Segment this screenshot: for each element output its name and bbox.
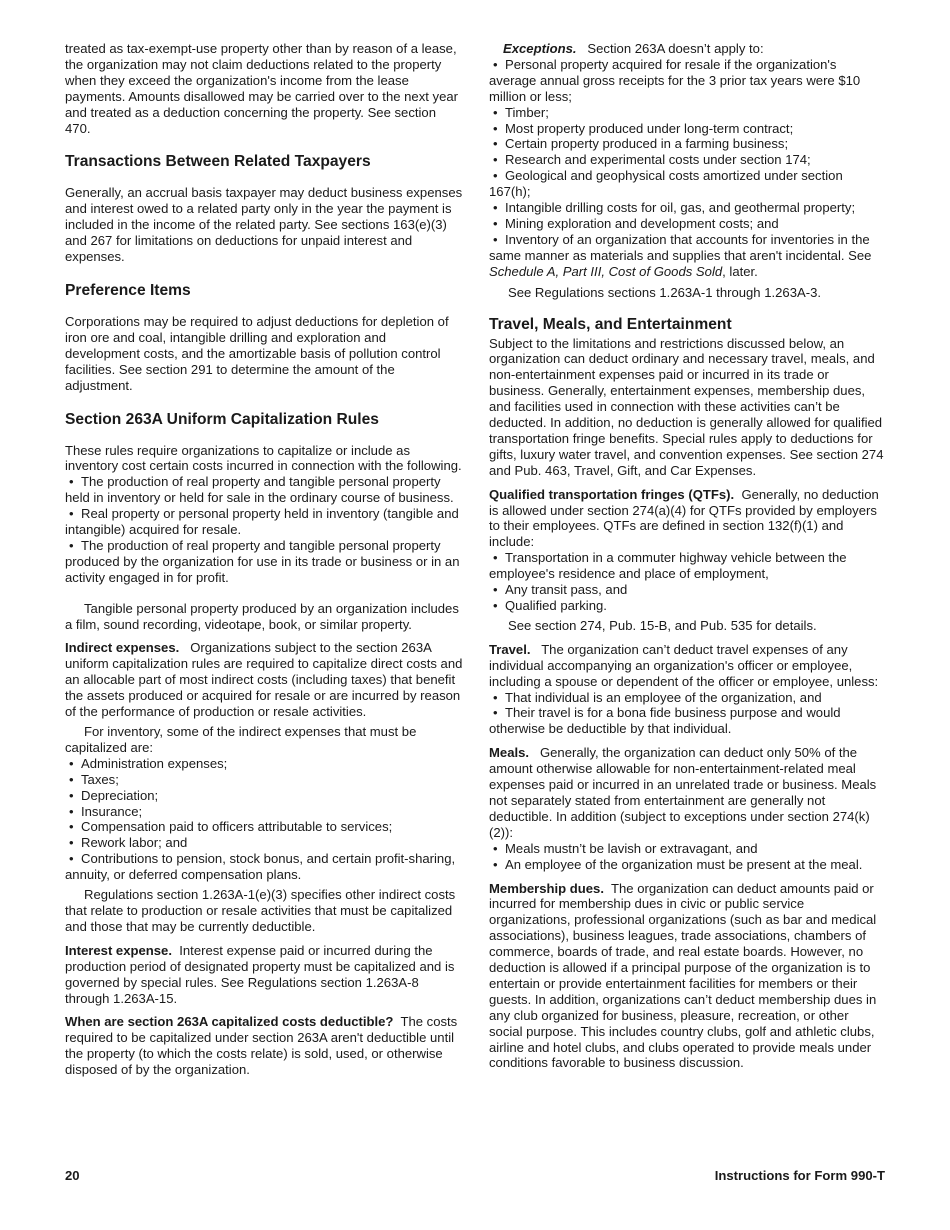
text-last-exception: Inventory of an organization that accounts for inventories in the same manner as materials and supplies that aren't incidental. See [489,231,872,263]
runin-travel: Travel. [489,641,531,657]
paragraph-related-taxpayers: Generally, an accrual basis taxpayer may deduct business expenses and interest owed to a related party only in the year the payment is included in the income of the related party. See sections 163(e)(3) and 267 for limitations on deductions for unpaid interest and expenses. [65,185,463,265]
list-exceptions [489,57,885,280]
list-item: • Timber; [489,105,885,121]
runin-meals: Meals. [489,745,530,761]
list-item: • Transportation in a commuter highway vehicle between the employee's residence and place of employment, [489,550,885,582]
list-item: • Compensation paid to officers attributable to services; [65,819,463,835]
text-later: , later. [722,263,758,279]
list-travel [489,690,885,738]
runin-interest-expense: Interest expense. [65,942,172,958]
list-item: • Real property or personal property held in inventory (tangible and intangible) acquired for resale. [65,506,463,538]
list-item: • Rework labor; and [65,835,463,851]
paragraph-continued: treated as tax-exempt-use property other than by reason of a lease, the organization may not claim deductions related to the property when they exceed the organization's income from the lease payments. Amounts disallowed may be carried over to the next year and treated as a deduction concerning the property. See section 470. [65,41,459,136]
list-item: • Most property produced under long-term contract; [489,121,885,137]
list-item: • An employee of the organization must be present at the meal. [489,857,885,873]
paragraph-when-deductible [65,1014,463,1078]
paragraph-see-regulations: See Regulations sections 1.263A-1 through 1.263A-3. [508,284,822,300]
list-item: • Meals mustn’t be lavish or extravagant, and [489,841,885,857]
list-item [489,232,885,280]
right-column [489,41,885,1071]
list-item: • Mining exploration and development costs; and [489,216,885,232]
text-membership-dues: The organization can deduct amounts paid or incurred for membership dues in civic or public service organizations, professional organizations (such as bar and medical associations), business leagues, trade associations, chambers of commerce, boards of trade, and real estate boards. However, no deduction is allowed if a principal purpose of the organization is to entertain or provide entertainment facilities for members or their guests. In addition, organizations can’t deduct membership dues in any club organized for business, pleasure, recreation, or other social purpose. This includes country clubs, golf and athletic clubs, airline and hotel clubs, and clubs operated to provide meals under conditions favorable to business discussion. [489,880,877,1071]
paragraph-263a-intro: These rules require organizations to capitalize or include as inventory cost certain costs incurred in connection with the following. [65,442,462,474]
list-item: • Research and experimental costs under section 174; [489,152,885,168]
list-item: • Depreciation; [65,788,463,804]
text-interest-expense: Interest expense paid or incurred during the production period of designated property must be capitalized and is governed by special rules. See Regulations section 1.263A-8 through 1.263A-15. [65,942,455,1006]
paragraph-regulations: Regulations section 1.263A-1(e)(3) specifies other indirect costs that relate to production or resale activities that must be capitalized and those that may be currently deductible. [65,887,456,934]
list-item: • Intangible drilling costs for oil, gas, and geothermal property; [489,200,885,216]
runin-membership-dues: Membership dues. [489,880,604,896]
list-item: • Contributions to pension, stock bonus, and certain profit-sharing, annuity, or deferred compensation plans. [65,851,463,883]
page-number: 20 [65,1168,80,1183]
paragraph-interest-expense [65,943,463,1007]
list-item: • Geological and geophysical costs amortized under section 167(h); [489,168,885,200]
list-item: • Personal property acquired for resale if the organization's average annual gross receipts for the 3 prior tax years were $10 million or less; [489,57,885,105]
form-title: Instructions for Form 990-T [714,1168,885,1183]
paragraph-indirect-expenses [65,640,463,720]
paragraph-qtf [489,487,885,551]
paragraph-qtf-see: See section 274, Pub. 15-B, and Pub. 535 for details. [508,617,817,633]
heading-travel-meals: Travel, Meals, and Entertainment [489,315,732,333]
paragraph-travel-intro: Subject to the limitations and restrictions discussed below, an organization can deduct ordinary and necessary travel, meals, and non-entertainment expenses paid or incurred in its trade or business. Generally, entertainment expenses, membership dues, and facilities used in connection with these activities can’t be deducted. In addition, no deduction is generally allowed for qualified transportation fringe benefits. Special rules apply to deductions for gifts, luxury water travel, and convention expenses. See section 274 and Pub. 463, Travel, Gift, and Car Expenses. [489,335,884,478]
paragraph-preference-items: Corporations may be required to adjust deductions for depletion of iron ore and coal, intangible drilling and exploration and development costs, and the amortizable basis of pollution control facilities. See section 291 to determine the amount of the adjustment. [65,313,449,393]
heading-preference-items: Preference Items [65,281,191,299]
list-meals [489,841,885,873]
list-item: • The production of real property and tangible personal property produced by the organization for use in its trade or business or in an activity engaged in for profit. [65,538,463,586]
list-item: • Insurance; [65,804,463,820]
runin-qtf: Qualified transportation fringes (QTFs). [489,486,735,502]
list-item: • That individual is an employee of the organization, and [489,690,885,706]
list-item: • Certain property produced in a farming business; [489,136,885,152]
list-item: • Qualified parking. [489,598,885,614]
list-263a [65,474,463,585]
heading-263a: Section 263A Uniform Capitalization Rules [65,410,379,428]
paragraph-meals [489,745,885,840]
paragraph-exceptions [489,41,885,57]
list-item: • Administration expenses; [65,756,463,772]
text-indirect-expenses: Organizations subject to the section 263A uniform capitalization rules are required to capitalize direct costs and an allocable part of most indirect costs (including taxes) that benefit the assets produced or acquired for resale or are incurred by reason of the performance of production or resale activities. [65,640,463,720]
list-item: • Their travel is for a bona fide business purpose and would otherwise be deductible by that individual. [489,705,885,737]
text-meals: Generally, the organization can deduct only 50% of the amount otherwise allowable for non-entertainment-related meal expenses paid or incurred in an unrelated trade or business. Meals not separately stated from entertainment are generally not deductible. In addition (subject to exceptions under section 274(k)(2)): [489,745,877,840]
list-item: • Taxes; [65,772,463,788]
list-qtf [489,550,885,614]
list-item: • The production of real property and tangible personal property held in inventory or held for sale in the ordinary course of business. [65,474,463,506]
text-when-deductible: The costs required to be capitalized under section 263A aren't deductible until the property (to which the costs relate) is sold, used, or otherwise disposed of by the organization. [65,1014,458,1078]
paragraph-tangible: Tangible personal property produced by an organization includes a film, sound recording, videotape, book, or similar property. [65,600,459,632]
paragraph-membership-dues [489,881,885,1072]
list-indirect-expenses [65,756,463,883]
left-column [65,41,463,1078]
text-exceptions: Section 263A doesn’t apply to: [587,41,764,56]
paragraph-travel [489,642,885,690]
list-item: • Any transit pass, and [489,582,885,598]
runin-when-deductible: When are section 263A capitalized costs deductible? [65,1014,394,1030]
text-qtf: Generally, no deduction is allowed under section 274(a)(4) for QTFs provided by employers to their employees. QTFs are defined in section 132(f)(1) and include: [489,486,879,550]
paragraph-inventory: For inventory, some of the indirect expenses that must be capitalized are: [65,724,417,755]
runin-exceptions: Exceptions. [503,41,577,56]
runin-indirect-expenses: Indirect expenses. [65,640,180,656]
heading-related-taxpayers: Transactions Between Related Taxpayers [65,153,371,171]
text-travel: The organization can’t deduct travel expenses of any individual accompanying an organization's officer or employee, including a spouse or dependent of the officer or employee, unless: [489,641,879,689]
reference-schedule-a: Schedule A, Part III, Cost of Goods Sold [489,263,723,279]
